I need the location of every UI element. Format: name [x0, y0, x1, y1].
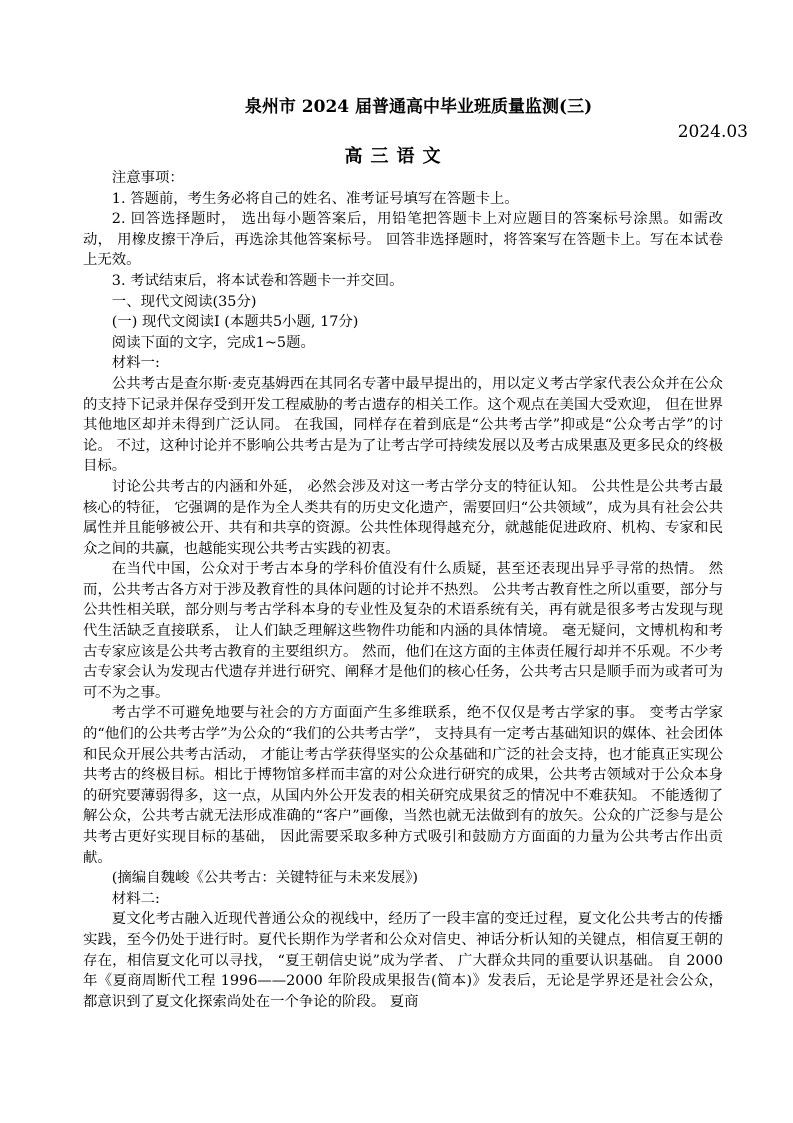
- note-item: 2. 回答选择题时， 选出每小题答案后，用铅笔把答题卡上对应题目的答案标号涂黑。如需改动， 用橡皮擦干净后，再选涂其他答案标号。 回答非选择题时，将答案写在答题卡上。写在本试卷上无效。: [83, 211, 723, 269]
- material-source: (摘编自魏峻《公共考古：关键特征与未来发展》): [111, 870, 419, 887]
- section-instruction: 阅读下面的文字，完成1~5题。: [111, 334, 315, 351]
- material-paragraph: 夏文化考古融入近现代普通公众的视线中，经历了一段丰富的变迁过程，夏文化公共考古的传播实践，至今仍处于进行时。夏代长期作为学者和公众对信史、神话分析认知的关键点，相信夏王朝的存在，相信夏文化可以寻找， “夏王朝信史说”成为学者、 广大群众共同的重要认识基础。 自 2000 年《夏商周断代工程 1996——2000 年阶段成果报告(简本)》发表后，无论是学界还是社会公众，都意识到了夏文化探索尚处在一个争论的阶段。 夏商: [83, 911, 723, 1010]
- exam-title: 泉州市 2024 届普通高中毕业班质量监测(三): [244, 97, 593, 117]
- material-paragraph: 在当代中国，公众对于考古本身的学科价值没有什么质疑，甚至还表现出异乎寻常的热情。 然而，公共考古各方对于涉及教育性的具体问题的讨论并不热烈。 公共考古教育性之所以重要，部分与公共性相关联，部分则与考古学科本身的专业性及复杂的术语系统有关，再有就是很多考古发现与现代生活缺乏直接联系， 让人们缺乏理解这些物件功能和内涵的具体情境。 毫无疑问，文博机构和考古专家应该是公共考古教育的主要组织方。 然而，他们在这方面的主体责任履行却并不乐观。不少考古专家会认为发现古代遗存并进行研究、阐释才是他们的核心任务，公共考古只是顺手而为或者可为可不为之事。: [83, 561, 723, 701]
- material-label: 材料一:: [111, 355, 160, 372]
- subject-title: 高三语文: [344, 146, 449, 167]
- material-paragraph: 讨论公共考古的内涵和外延， 必然会涉及对这一考古学分支的特征认知。 公共性是公共考古最核心的特征， 它强调的是作为全人类共有的历史文化遗产，需要回归“公共领域”，成为具有社会公共属性并且能够被公开、共有和共享的资源。公共性体现得越充分，就越能促进政府、机构、专家和民众之间的共赢，也越能实现公共考古实践的初衷。: [83, 478, 723, 557]
- exam-content: [83, 168, 723, 1012]
- exam-date: 2024.03: [677, 122, 748, 142]
- notes-heading: 注意事项：: [111, 170, 184, 186]
- material-label: 材料二:: [111, 890, 160, 907]
- note-item: 3. 考试结束后，将本试卷和答题卡一并交回。: [111, 272, 404, 289]
- section-title: 一、现代文阅读(35分): [111, 293, 257, 310]
- note-item: 1. 答题前，考生务必将自己的姓名、准考证号填写在答题卡上。: [111, 190, 519, 207]
- material-paragraph: 考古学不可避免地要与社会的方方面面产生多维联系，绝不仅仅是考古学家的事。 变考古学家的“他们的公共考古学”为公众的“我们的公共考古学”， 支持具有一定考古基础知识的媒体、社会团体和民众开展公共考古活动， 才能让考古学获得坚实的公众基础和广泛的社会支持，也才能真正实现公共考古的终极目标。相比于博物馆多样而丰富的对公众进行研究的成果，公共考古领域对于公众本身的研究要薄弱得多，这一点，从国内外公开发表的相关研究成果贫乏的情况中不难获知。 不能透彻了解公众，公共考古就无法形成准确的“客户”画像，当然也就无法做到有的放矢。公众的广泛参与是公共考古更好实现目标的基础， 因此需要采取多种方式吸引和鼓励方方面面的力量为公共考古作出贡献。: [83, 705, 723, 866]
- section-subtitle: (一) 现代文阅读Ⅰ (本题共5小题, 17分): [111, 314, 359, 331]
- material-paragraph: 公共考古是查尔斯·麦克基姆西在其同名专著中最早提出的，用以定义考古学家代表公众并在公众的支持下记录并保存受到开发工程威胁的考古遗存的相关工作。这个观点在美国大受欢迎， 但在世界其他地区却并未得到广泛认同。 在我国，同样存在着到底是“公共考古学”抑或是“公众考古学”的讨论。 不过，这种讨论并不影响公共考古是为了让考古学可持续发展以及考古成果惠及更多民众的终极目标。: [83, 375, 723, 475]
